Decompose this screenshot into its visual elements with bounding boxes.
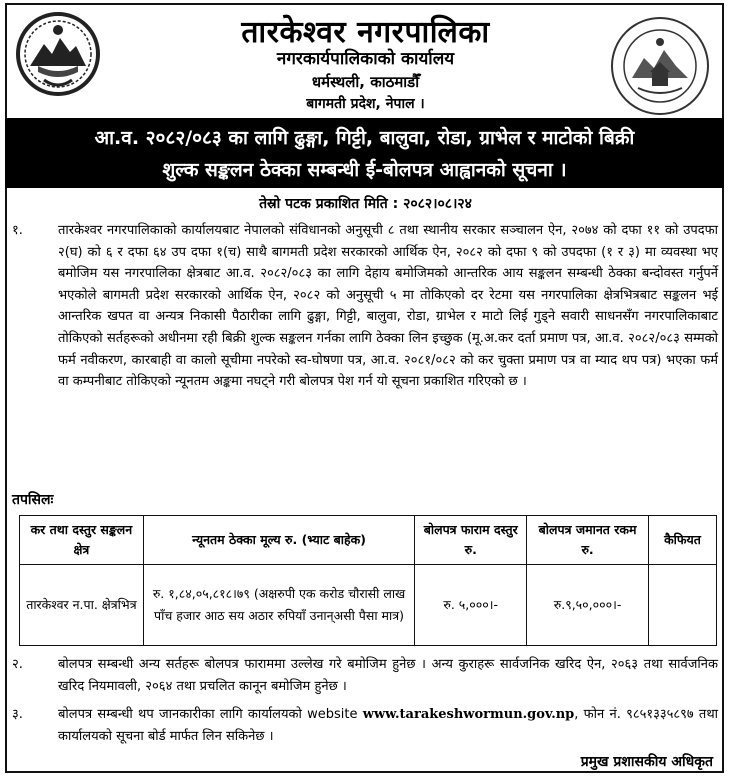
cell-collection-area: तारकेश्वर न.पा. क्षेत्रभित्र — [20, 565, 144, 646]
header-minimum-price: न्यूनतम ठेक्का मूल्य रु. (भ्याट बाहेक) — [143, 516, 415, 565]
fee-table — [19, 515, 717, 646]
signature-designation: प्रमुख प्रशासकीय अधिकृत — [580, 754, 713, 770]
publication-date: २०८२।०८।२४ — [403, 196, 472, 212]
header-collection-area: कर तथा दस्तुर सङ्कलन क्षेत्र — [20, 516, 144, 565]
paragraph-3-text — [58, 704, 718, 747]
paragraph-3-text-after: , फोन नं. ९८५१३३५८९७ तथा कार्यालयको सूचना बोर्ड मार्फत लिन सकिनेछ । — [58, 707, 718, 744]
website-link[interactable]: www.tarakeshwormun.gov.np — [362, 707, 575, 722]
banner-line-2: शुल्क सङ्कलन ठेक्का सम्बन्धी ई-बोलपत्र आह्वानको सूचना । — [162, 159, 567, 181]
paragraph-1-text: तारकेश्वर नगरपालिकाको कार्यालयबाट नेपालको संविधानको अनुसूची ८ तथा स्थानीय सरकार सञ्चालन ऐन, २०७४ को दफा ११ को उपदफा २(घ) को ६ र दफा ६४ उप दफा १(च) साथै बागमती प्रदेश सरकारको आर्थिक ऐन, २०८२ को दफा ९ को उपदफा (१ र ३) मा व्यवस्था भए बमोजिम यस नगरपालिका क्षेत्रबाट आ.व. २०८२/०८३ का लागि देहाय बमोजिमको आन्तरिक आय सङ्कलन सम्बन्धी ठेक्का बन्दोवस्त गर्नुपर्ने भएकोले बागमती प्रदेश सरकारको आर्थिक ऐन, २०८२ को अनुसूची ५ मा तोकिएको दर रेटमा यस नगरपालिका क्षेत्रभित्रबाट सङ्कलन भई आन्तरिक खपत वा अन्यत्र निकासी पैठारीका लागि ढुङ्गा, गिट्टी, बालुवा, रोडा, ग्राभेल र माटो लिई गुड्ने सवारी साधनसँग नगरपालिकाबाट तोकिएको सर्तहरूको अधीनमा रही बिक्री शुल्क सङ्कलन गर्नका लागि ठेक्का लिन इच्छुक (मू.अ.कर दर्ता प्रमाण पत्र, आ.व. २०८२/०८३ सम्मको फर्म नवीकरण, कारबाही वा कालो सूचीमा नपरेको स्व-घोषणा पत्र, आ.व. २०८१/०८२ को कर चुक्ता प्रमाण पत्र वा म्याद थप पत्र) भएका फर्म वा कम्पनीबाट तोकिएको न्यूनतम अङ्कमा नघट्ने गरी बोलपत्र पेश गर्न यो सूचना प्रकाशित गरिएको छ । — [58, 223, 718, 390]
municipality-title: तारकेश्वर नगरपालिका — [241, 15, 490, 50]
paragraph-1 — [12, 220, 718, 393]
paragraph-2-text: बोलपत्र सम्बन्धी अन्य सर्तहरू बोलपत्र फाराममा उल्लेख गरे बमोजिम हुनेछ । अन्य कुराहरू सार्वजनिक खरिद ऐन, २०६३ तथा सार्वजनिक खरिद नियमावली, २०६४ तथा प्रचलित कानून बमोजिम हुनेछ । — [58, 657, 718, 694]
paragraph-2 — [12, 654, 718, 697]
paragraph-3-text-before: बोलपत्र सम्बन्धी थप जानकारीका लागि कार्यालयको website — [58, 707, 358, 722]
cell-minimum-price: रु. १,८४,०५,८१८।७९ (अक्षरुपी एक करोड चौरासी लाख पाँच हजार आठ सय अठार रुपियाँ उनान्असी पैसा मात्र) — [143, 565, 415, 646]
cell-form-fee: रु. ५,०००।- — [415, 565, 527, 646]
paragraph-3 — [12, 704, 718, 747]
header-remarks: कैफियत — [649, 516, 717, 565]
notice-header — [0, 0, 731, 120]
paragraph-2-number: २. — [12, 657, 23, 672]
publication-date-line — [0, 194, 731, 213]
schedule-label: तपसिलः — [12, 492, 54, 508]
cell-remarks — [649, 565, 717, 646]
cell-bid-bond: रु.९,५०,०००।- — [527, 565, 649, 646]
office-location: धर्मस्थली, काठमाडौँ — [311, 73, 420, 91]
banner-line-1: आ.व. २०८२/०८३ का लागि ढुङ्गा, गिट्टी, बालुवा, रोडा, ग्राभेल र माटोको बिक्री — [94, 127, 635, 149]
notice-title-banner — [5, 118, 724, 188]
fee-table-header-row — [20, 516, 717, 565]
province-country: बागमती प्रदेश, नेपाल । — [306, 96, 425, 112]
publication-label: तेस्रो पटक प्रकाशित मिति : — [259, 196, 399, 212]
header-bid-bond: बोलपत्र जमानत रकम रु. — [527, 516, 649, 565]
paragraph-1-number: १. — [12, 223, 23, 238]
municipality-logo-icon — [608, 14, 712, 118]
office-name: नगरकार्यपालिकाको कार्यालय — [276, 49, 455, 69]
header-form-fee: बोलपत्र फाराम दस्तुर रु. — [415, 516, 527, 565]
paragraph-3-number: ३. — [12, 707, 23, 722]
table-row — [20, 565, 717, 646]
